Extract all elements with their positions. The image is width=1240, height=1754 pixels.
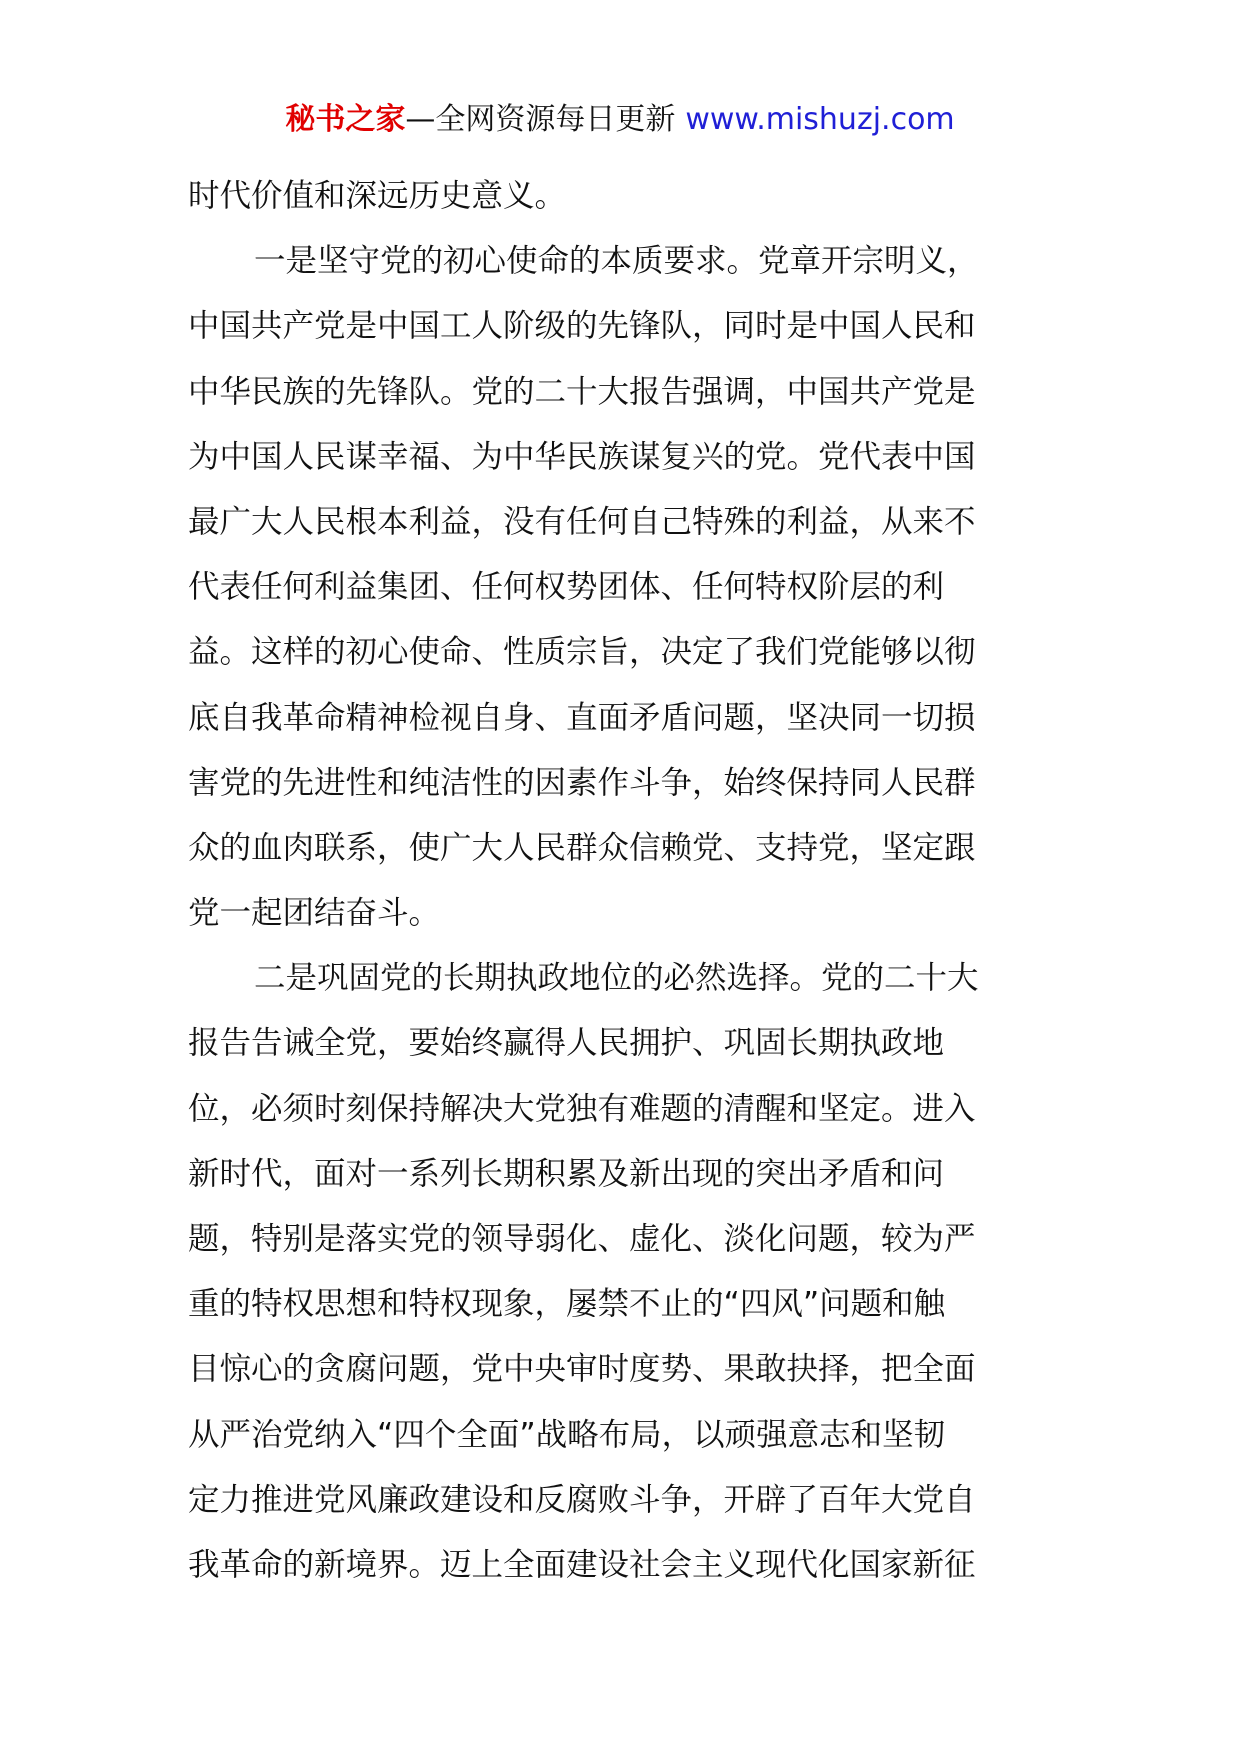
document-line: 题，特别是落实党的领导弱化、虚化、淡化问题，较为严 [188,1221,976,1257]
document-line: 目惊心的贪腐问题，党中央审时度势、果敢抉择，把全面 [188,1351,976,1388]
document-line: 定力推进党风廉政建设和反腐败斗争，开辟了百年大党自 [188,1481,976,1518]
document-line: 党一起团结奋斗。 [188,895,441,932]
document-line: 为中国人民谋幸福、为中华民族谋复兴的党。党代表中国 [188,438,976,475]
document-line: 从严治党纳入“四个全面”战略布局，以顽强意志和坚韧 [188,1416,946,1453]
document-line: 二是巩固党的长期执政地位的必然选择。党的二十大 [254,960,979,997]
document-line: 时代价值和深远历史意义。 [188,178,567,214]
document-line: 底自我革命精神检视自身、直面矛盾问题，坚决同一切损 [188,699,976,736]
header-url-link[interactable]: www.mishuzj.com [685,102,955,137]
document-line: 一是坚守党的初心使命的本质要求。党章开宗明义， [254,243,979,280]
page-header [0,100,1240,140]
header-slogan: 全网资源每日更新 [435,102,676,137]
document-line: 报告告诫全党，要始终赢得人民拥护、巩固长期执政地 [188,1025,945,1062]
document-line: 众的血肉联系，使广大人民群众信赖党、支持党，坚定跟 [188,829,976,866]
document-line: 害党的先进性和纯洁性的因素作斗争，始终保持同人民群 [188,764,976,801]
document-line: 中华民族的先锋队。党的二十大报告强调，中国共产党是 [188,373,976,410]
header-dash: — [405,102,436,137]
document-line: 我革命的新境界。迈上全面建设社会主义现代化国家新征 [188,1546,976,1583]
document-line: 代表任何利益集团、任何权势团体、任何特权阶层的利 [188,569,945,606]
header-brand: 秘书之家 [285,102,406,137]
document-line: 益。这样的初心使命、性质宗旨，决定了我们党能够以彻 [188,634,976,671]
document-body [188,164,1058,1598]
document-line: 最广大人民根本利益，没有任何自己特殊的利益，从来不 [188,503,976,540]
document-line: 重的特权思想和特权现象，屡禁不止的“四风”问题和触 [188,1286,946,1323]
document-line: 新时代，面对一系列长期积累及新出现的突出矛盾和问 [188,1155,945,1192]
document-line: 中国共产党是中国工人阶级的先锋队，同时是中国人民和 [188,308,976,345]
document-line: 位，必须时刻保持解决大党独有难题的清醒和坚定。进入 [188,1090,976,1127]
